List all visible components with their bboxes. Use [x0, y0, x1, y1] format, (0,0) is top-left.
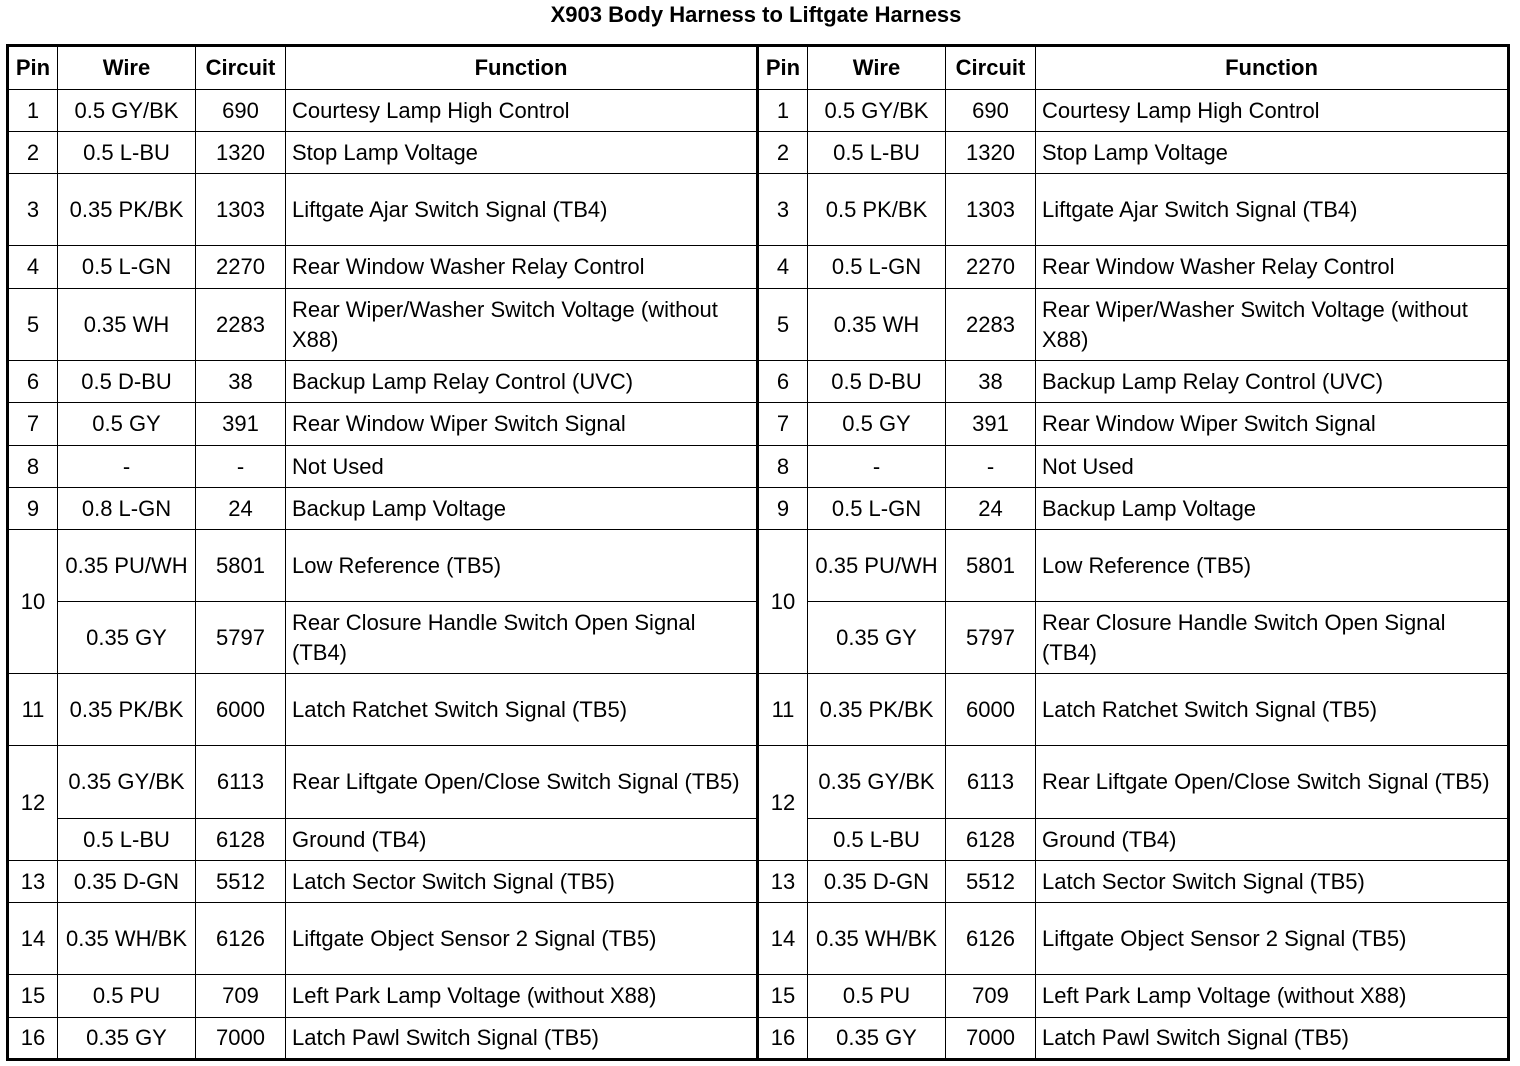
wire-cell: 0.35 WH/BK [58, 903, 196, 975]
wire-cell: 0.5 PU [58, 975, 196, 1018]
table-row [8, 90, 1509, 132]
wire-cell: 0.5 L-BU [58, 819, 196, 861]
pin-cell: 16 [8, 1018, 58, 1060]
circuit-cell: 690 [196, 90, 286, 132]
wire-cell: 0.35 GY [808, 602, 946, 674]
wire-cell: 0.35 D-GN [58, 861, 196, 903]
wire-cell: 0.5 PU [808, 975, 946, 1018]
function-cell: Backup Lamp Voltage [286, 488, 758, 530]
circuit-cell: 6113 [196, 746, 286, 819]
function-cell: Rear Liftgate Open/Close Switch Signal (TB5) [1036, 746, 1509, 819]
wire-cell: 0.35 GY [58, 602, 196, 674]
function-cell: Latch Ratchet Switch Signal (TB5) [286, 674, 758, 746]
circuit-cell: 38 [196, 361, 286, 403]
function-cell: Latch Pawl Switch Signal (TB5) [286, 1018, 758, 1060]
wire-cell: 0.5 L-GN [58, 246, 196, 289]
table-row [8, 174, 1509, 246]
wire-cell: 0.5 L-BU [808, 132, 946, 174]
pin-cell: 12 [8, 746, 58, 861]
circuit-cell: 2270 [946, 246, 1036, 289]
document-title: X903 Body Harness to Liftgate Harness [550, 2, 962, 27]
header-circuit: Circuit [946, 46, 1036, 90]
table-body [8, 90, 1509, 1060]
circuit-cell: 6126 [196, 903, 286, 975]
wire-cell: 0.35 GY/BK [58, 746, 196, 819]
circuit-cell: 1320 [946, 132, 1036, 174]
pin-cell: 2 [8, 132, 58, 174]
pin-cell: 9 [758, 488, 808, 530]
table-row [8, 289, 1509, 361]
pin-cell: 10 [8, 530, 58, 674]
pin-cell: 7 [758, 403, 808, 446]
circuit-cell: 24 [196, 488, 286, 530]
function-cell: Liftgate Ajar Switch Signal (TB4) [1036, 174, 1509, 246]
circuit-cell: 5512 [196, 861, 286, 903]
pin-cell: 5 [758, 289, 808, 361]
function-cell: Latch Ratchet Switch Signal (TB5) [1036, 674, 1509, 746]
function-cell: Rear Window Washer Relay Control [286, 246, 758, 289]
pin-cell: 8 [758, 446, 808, 488]
pin-cell: 16 [758, 1018, 808, 1060]
table-row [8, 488, 1509, 530]
circuit-cell: 6000 [196, 674, 286, 746]
pin-cell: 13 [8, 861, 58, 903]
circuit-cell: 7000 [946, 1018, 1036, 1060]
wire-cell: 0.5 D-BU [808, 361, 946, 403]
function-cell: Stop Lamp Voltage [286, 132, 758, 174]
wire-cell: 0.35 PK/BK [58, 174, 196, 246]
table-row [8, 361, 1509, 403]
header-pin: Pin [758, 46, 808, 90]
pin-cell: 14 [8, 903, 58, 975]
header-row [8, 46, 1509, 90]
pin-cell: 4 [8, 246, 58, 289]
header-circuit: Circuit [196, 46, 286, 90]
circuit-cell: - [946, 446, 1036, 488]
pin-cell: 6 [758, 361, 808, 403]
circuit-cell: 5801 [946, 530, 1036, 602]
function-cell: Latch Sector Switch Signal (TB5) [286, 861, 758, 903]
function-cell: Not Used [286, 446, 758, 488]
wire-cell: 0.35 GY [808, 1018, 946, 1060]
circuit-cell: 6126 [946, 903, 1036, 975]
pin-cell: 3 [8, 174, 58, 246]
circuit-cell: 7000 [196, 1018, 286, 1060]
pin-cell: 15 [8, 975, 58, 1018]
function-cell: Latch Pawl Switch Signal (TB5) [1036, 1018, 1509, 1060]
function-cell: Rear Window Wiper Switch Signal [1036, 403, 1509, 446]
table-row [8, 246, 1509, 289]
wire-cell: 0.35 WH [58, 289, 196, 361]
pin-cell: 7 [8, 403, 58, 446]
pin-cell: 9 [8, 488, 58, 530]
circuit-cell: 709 [946, 975, 1036, 1018]
function-cell: Rear Closure Handle Switch Open Signal (TB4) [1036, 602, 1509, 674]
wire-cell: 0.35 D-GN [808, 861, 946, 903]
circuit-cell: 709 [196, 975, 286, 1018]
table-row [8, 975, 1509, 1018]
function-cell: Backup Lamp Relay Control (UVC) [286, 361, 758, 403]
function-cell: Stop Lamp Voltage [1036, 132, 1509, 174]
table-row [8, 861, 1509, 903]
wire-cell: 0.5 D-BU [58, 361, 196, 403]
pin-cell: 11 [8, 674, 58, 746]
wire-cell: 0.35 PK/BK [808, 674, 946, 746]
circuit-cell: 1303 [196, 174, 286, 246]
wire-cell: 0.5 GY [58, 403, 196, 446]
wire-cell: 0.8 L-GN [58, 488, 196, 530]
circuit-cell: 391 [946, 403, 1036, 446]
function-cell: Rear Liftgate Open/Close Switch Signal (TB5) [286, 746, 758, 819]
table-row [8, 746, 1509, 819]
function-cell: Ground (TB4) [1036, 819, 1509, 861]
pin-cell: 15 [758, 975, 808, 1018]
pin-cell: 1 [8, 90, 58, 132]
table-row [8, 530, 1509, 602]
function-cell: Left Park Lamp Voltage (without X88) [286, 975, 758, 1018]
pin-cell: 5 [8, 289, 58, 361]
pinout-table [6, 44, 1510, 1061]
wire-cell: 0.5 PK/BK [808, 174, 946, 246]
wire-cell: 0.35 PU/WH [808, 530, 946, 602]
function-cell: Rear Window Washer Relay Control [1036, 246, 1509, 289]
function-cell: Courtesy Lamp High Control [286, 90, 758, 132]
table-row [8, 1018, 1509, 1060]
wire-cell: 0.5 L-GN [808, 488, 946, 530]
function-cell: Rear Wiper/Washer Switch Voltage (without X88) [286, 289, 758, 361]
function-cell: Liftgate Object Sensor 2 Signal (TB5) [1036, 903, 1509, 975]
circuit-cell: 5797 [196, 602, 286, 674]
circuit-cell: 38 [946, 361, 1036, 403]
wire-cell: - [58, 446, 196, 488]
circuit-cell: 6113 [946, 746, 1036, 819]
function-cell: Low Reference (TB5) [286, 530, 758, 602]
function-cell: Courtesy Lamp High Control [1036, 90, 1509, 132]
function-cell: Latch Sector Switch Signal (TB5) [1036, 861, 1509, 903]
circuit-cell: 24 [946, 488, 1036, 530]
circuit-cell: 2283 [196, 289, 286, 361]
wire-cell: - [808, 446, 946, 488]
circuit-cell: 690 [946, 90, 1036, 132]
function-cell: Backup Lamp Relay Control (UVC) [1036, 361, 1509, 403]
pin-cell: 13 [758, 861, 808, 903]
pin-cell: 6 [8, 361, 58, 403]
function-cell: Not Used [1036, 446, 1509, 488]
circuit-cell: 1320 [196, 132, 286, 174]
circuit-cell: 391 [196, 403, 286, 446]
pin-cell: 14 [758, 903, 808, 975]
header-function: Function [286, 46, 758, 90]
wire-cell: 0.35 GY/BK [808, 746, 946, 819]
circuit-cell: 5512 [946, 861, 1036, 903]
function-cell: Left Park Lamp Voltage (without X88) [1036, 975, 1509, 1018]
wire-cell: 0.35 WH/BK [808, 903, 946, 975]
pin-cell: 3 [758, 174, 808, 246]
pin-cell: 12 [758, 746, 808, 861]
wire-cell: 0.35 PK/BK [58, 674, 196, 746]
wire-cell: 0.5 GY/BK [58, 90, 196, 132]
table-row [8, 132, 1509, 174]
function-cell: Rear Closure Handle Switch Open Signal (TB4) [286, 602, 758, 674]
header-wire: Wire [808, 46, 946, 90]
circuit-cell: 6000 [946, 674, 1036, 746]
circuit-cell: 6128 [946, 819, 1036, 861]
wire-cell: 0.35 WH [808, 289, 946, 361]
table-row [8, 403, 1509, 446]
circuit-cell: - [196, 446, 286, 488]
circuit-cell: 5801 [196, 530, 286, 602]
function-cell: Ground (TB4) [286, 819, 758, 861]
function-cell: Backup Lamp Voltage [1036, 488, 1509, 530]
function-cell: Liftgate Ajar Switch Signal (TB4) [286, 174, 758, 246]
function-cell: Low Reference (TB5) [1036, 530, 1509, 602]
header-function: Function [1036, 46, 1509, 90]
pin-cell: 4 [758, 246, 808, 289]
wire-cell: 0.5 GY [808, 403, 946, 446]
circuit-cell: 2270 [196, 246, 286, 289]
pin-cell: 2 [758, 132, 808, 174]
header-wire: Wire [58, 46, 196, 90]
table-row [8, 446, 1509, 488]
table-row [8, 674, 1509, 746]
function-cell: Liftgate Object Sensor 2 Signal (TB5) [286, 903, 758, 975]
function-cell: Rear Wiper/Washer Switch Voltage (without X88) [1036, 289, 1509, 361]
pin-cell: 10 [758, 530, 808, 674]
table-row [8, 903, 1509, 975]
header-pin: Pin [8, 46, 58, 90]
wire-cell: 0.35 PU/WH [58, 530, 196, 602]
pin-cell: 1 [758, 90, 808, 132]
wire-cell: 0.5 L-GN [808, 246, 946, 289]
pin-cell: 8 [8, 446, 58, 488]
circuit-cell: 2283 [946, 289, 1036, 361]
wire-cell: 0.35 GY [58, 1018, 196, 1060]
circuit-cell: 5797 [946, 602, 1036, 674]
pin-cell: 11 [758, 674, 808, 746]
wire-cell: 0.5 GY/BK [808, 90, 946, 132]
wire-cell: 0.5 L-BU [58, 132, 196, 174]
circuit-cell: 1303 [946, 174, 1036, 246]
function-cell: Rear Window Wiper Switch Signal [286, 403, 758, 446]
circuit-cell: 6128 [196, 819, 286, 861]
wire-cell: 0.5 L-BU [808, 819, 946, 861]
